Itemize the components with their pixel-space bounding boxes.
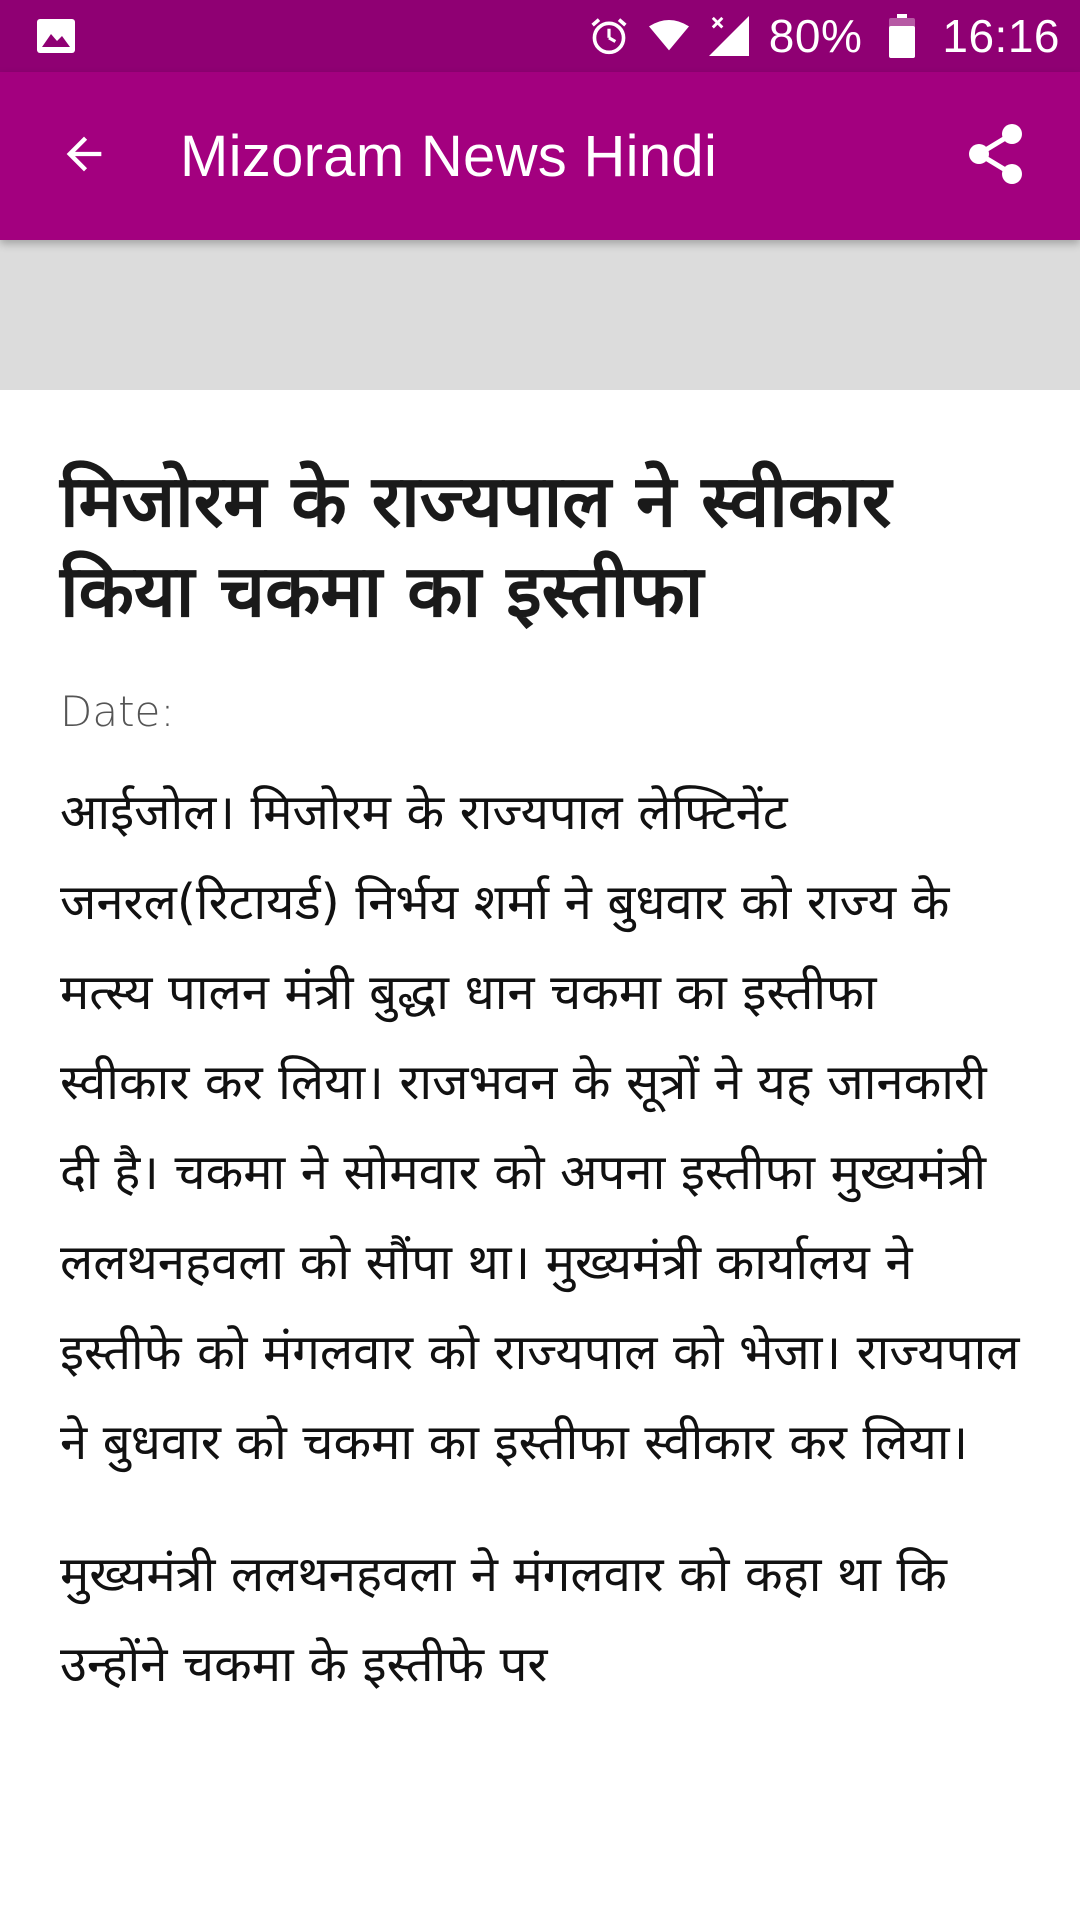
share-icon [967,123,1025,189]
wifi-icon [649,16,689,56]
share-button[interactable] [912,72,1080,240]
image-icon [36,16,76,56]
signal-icon [709,16,749,56]
status-bar-left [36,16,589,56]
status-bar-right [589,9,1060,63]
alarm-icon [589,16,629,56]
battery-icon [882,16,922,56]
article-date: Date: [60,687,175,736]
battery-percentage: 80% [768,10,863,62]
article-paragraph: आईजोल। मिजोरम के राज्यपाल लेफ्टिनेंट जनरल(रिटायर्ड) निर्भय शर्मा ने बुधवार को राज्य के मत्स्य पालन मंत्री बुद्धा धान चकमा का इस्तीफा स्वीकार कर लिया। राजभवन के सूत्रों ने यह जानकारी दी है। चकमा ने सोमवार को अपना इस्तीफा मुख्यमंत्री ललथनहवला को सौंपा था। मुख्यमंत्री कार्यालय ने इस्तीफे को मंगलवार को राज्यपाल को भेजा। राज्यपाल ने बुधवार को चकमा का इस्तीफा स्वीकार कर लिया। [60,784,1020,1471]
article-paragraph: मुख्यमंत्री ललथनहवला ने मंगलवार को कहा था कि उन्होंने चकमा के इस्तीफे पर [60,1546,947,1693]
article-content [0,390,1080,1920]
ad-banner[interactable] [0,240,1080,390]
app-bar [0,72,1080,240]
status-time: 16:16 [942,10,1060,62]
status-bar [0,0,1080,72]
app-title: Mizoram News Hindi [180,123,718,189]
back-button[interactable] [0,72,168,240]
arrow-back-icon [58,128,110,184]
article-title: मिजोरम के राज्यपाल ने स्वीकार किया चकमा का इस्तीफा [60,459,892,633]
